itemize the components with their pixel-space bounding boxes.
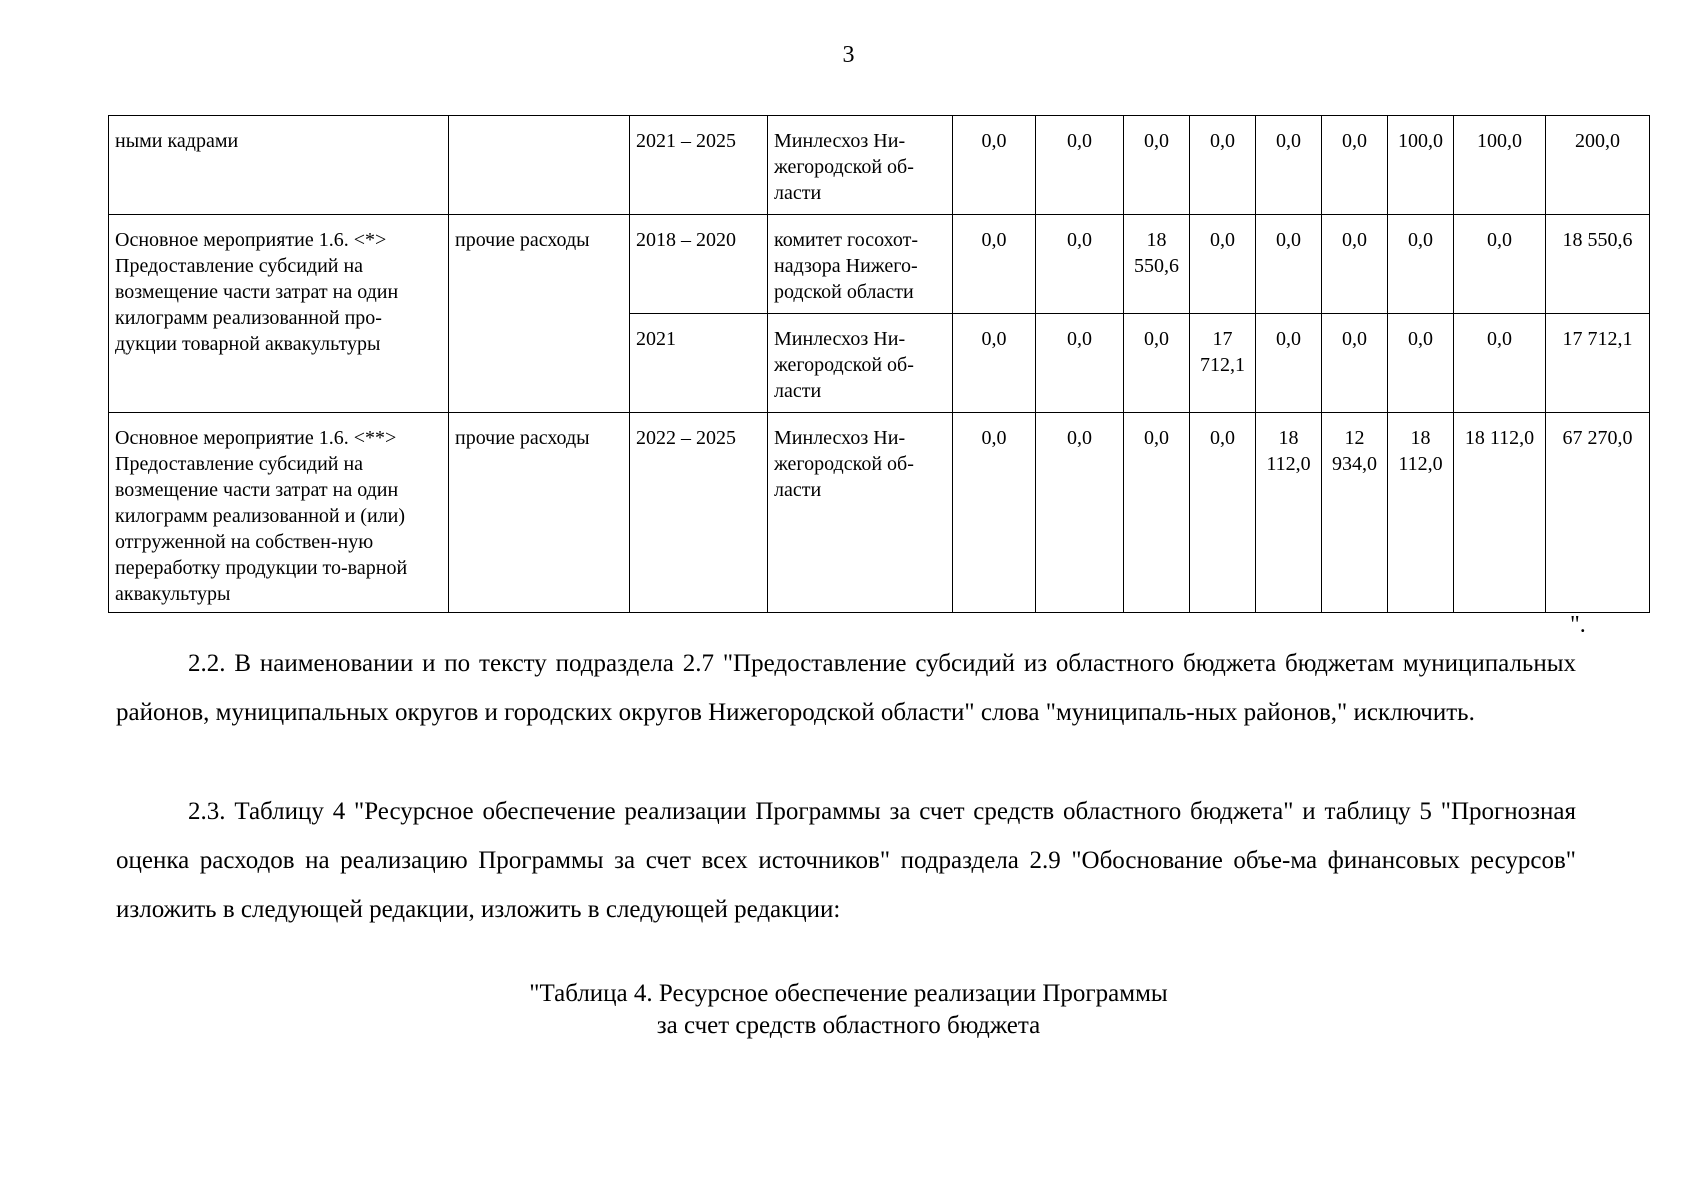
paragraph-2-3: 2.3. Таблицу 4 "Ресурсное обеспечение реализации Программы за счет средств областного бюджета" и таблицу 5 "Прогнозная оценка расходов на реализацию Программы за счет всех источников" подраздела 2.9 "Обоснование объе-ма финансовых ресурсов" изложить в следующей редакции, изложить в следующей редакции:: [116, 798, 1576, 923]
value-cell: 0,0: [1256, 314, 1322, 413]
total-cell: 18 550,6: [1546, 215, 1650, 314]
period-cell: 2022 – 2025: [630, 413, 768, 613]
value-cell: 0,0: [1036, 215, 1124, 314]
value-cell: 18 112,0: [1256, 413, 1322, 613]
period-cell: 2021 – 2025: [630, 116, 768, 215]
executor-cell: комитет госохот-надзора Нижего-родской области: [768, 215, 953, 314]
value-cell: 0,0: [953, 413, 1036, 613]
executor-cell: Минлесхоз Ни-жегородской об-ласти: [768, 116, 953, 215]
value-cell: 12 934,0: [1322, 413, 1388, 613]
value-cell: 0,0: [1388, 314, 1454, 413]
paragraph-2-2: 2.2. В наименовании и по тексту подраздела 2.7 "Предоставление субсидий из областного бюджета бюджетам муниципальных районов, муниципальных округов и городских округов Нижегородской области" слова "муниципаль-ных районов," исключить.: [116, 650, 1576, 726]
total-cell: 67 270,0: [1546, 413, 1650, 613]
period-cell: 2021: [630, 314, 768, 413]
value-cell: 18 112,0: [1388, 413, 1454, 613]
caption-line-2: за счет средств областного бюджета: [656, 1012, 1041, 1039]
period-cell: 2018 – 2020: [630, 215, 768, 314]
value-cell: 17 712,1: [1190, 314, 1256, 413]
value-cell: 100,0: [1454, 116, 1546, 215]
value-cell: 0,0: [1322, 314, 1388, 413]
measure-name-cell: ными кадрами: [109, 116, 449, 215]
executor-cell: Минлесхоз Ни-жегородской об-ласти: [768, 314, 953, 413]
value-cell: 0,0: [1036, 314, 1124, 413]
value-cell: 0,0: [953, 314, 1036, 413]
expense-type-cell: прочие расходы: [449, 215, 630, 413]
value-cell: 0,0: [1454, 215, 1546, 314]
caption-line-1: "Таблица 4. Ресурсное обеспечение реализации Программы: [529, 980, 1168, 1007]
value-cell: 0,0: [1190, 413, 1256, 613]
table-row: [109, 215, 1650, 314]
value-cell: 0,0: [1124, 413, 1190, 613]
value-cell: 18 112,0: [1454, 413, 1546, 613]
value-cell: 0,0: [953, 215, 1036, 314]
table-caption: [0, 978, 1697, 1042]
value-cell: 0,0: [1256, 215, 1322, 314]
total-cell: 17 712,1: [1546, 314, 1650, 413]
value-cell: 100,0: [1388, 116, 1454, 215]
value-cell: 18 550,6: [1124, 215, 1190, 314]
value-cell: 0,0: [1036, 116, 1124, 215]
total-cell: 200,0: [1546, 116, 1650, 215]
value-cell: 0,0: [953, 116, 1036, 215]
closing-quote-mark: ".: [1570, 612, 1586, 638]
executor-cell: Минлесхоз Ни-жегородской об-ласти: [768, 413, 953, 613]
measure-name-cell: Основное мероприятие 1.6. <**> Предоставление субсидий на возмещение части затрат на один килограмм реализованной и (или) отгруженной на собствен-ную переработку продукции то-варной аквакультуры: [109, 413, 449, 613]
value-cell: 0,0: [1190, 215, 1256, 314]
measure-name-cell: Основное мероприятие 1.6. <*> Предоставление субсидий на возмещение части затрат на один килограмм реализованной про-дукции товарной аквакультуры: [109, 215, 449, 413]
table-row: [109, 116, 1650, 215]
value-cell: 0,0: [1124, 314, 1190, 413]
expense-type-cell: [449, 116, 630, 215]
expense-type-cell: прочие расходы: [449, 413, 630, 613]
value-cell: 0,0: [1124, 116, 1190, 215]
value-cell: 0,0: [1322, 215, 1388, 314]
budget-table: [108, 115, 1650, 613]
value-cell: 0,0: [1454, 314, 1546, 413]
table-row: [109, 413, 1650, 613]
value-cell: 0,0: [1256, 116, 1322, 215]
value-cell: 0,0: [1322, 116, 1388, 215]
value-cell: 0,0: [1036, 413, 1124, 613]
value-cell: 0,0: [1190, 116, 1256, 215]
value-cell: 0,0: [1388, 215, 1454, 314]
page-number: 3: [842, 42, 855, 68]
